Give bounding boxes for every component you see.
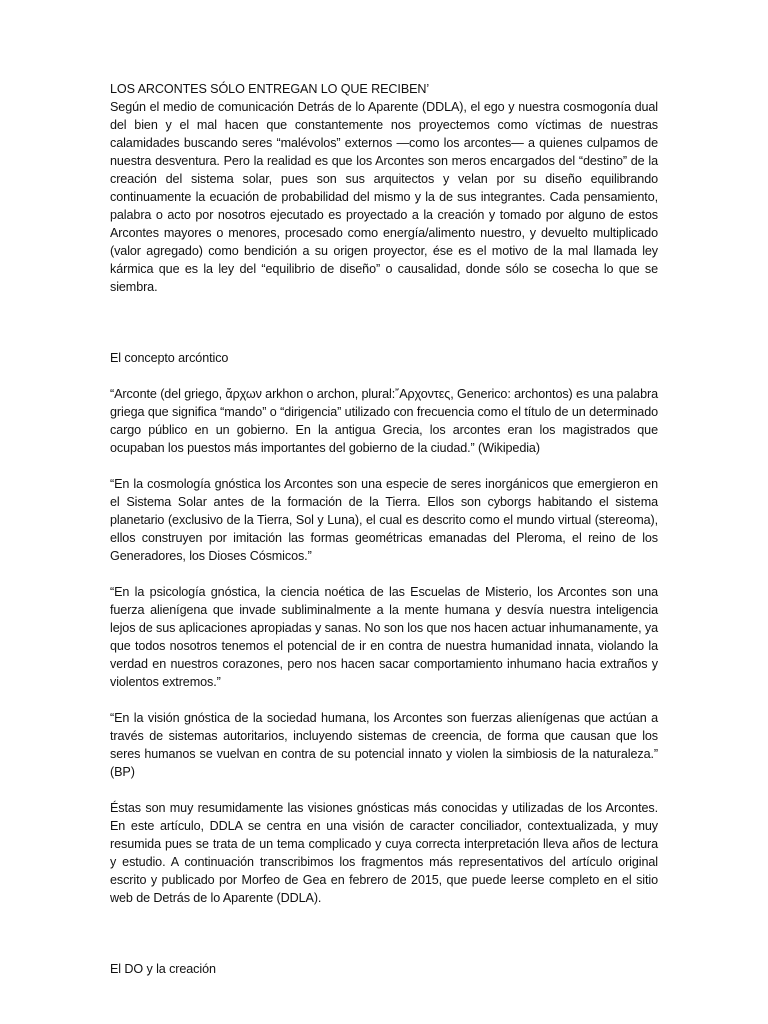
document-body — [110, 80, 658, 978]
quote-paragraph-wikipedia: “Arconte (del griego, ἄρχων arkhon o archon, plural:῎Αρχοντες, Generico: archontos) es una palabra griega que significa “mando” o “dirigencia” utilizado con frecuencia como el título de un determinado cargo público en un gobierno. En la antigua Grecia, los arcontes eran los magistrados que ocupaban los puestos más importantes del gobierno de la ciudad.” (Wikipedia) — [110, 387, 658, 455]
section-heading-do-creacion: El DO y la creación — [110, 962, 216, 976]
section-heading-concepto: El concepto arcóntico — [110, 351, 229, 365]
quote-paragraph-sociedad: “En la visión gnóstica de la sociedad humana, los Arcontes son fuerzas alienígenas que actúan a través de sistemas autoritarios, incluyendo sistemas de creencia, de forma que causan que los seres humanos se vuelvan en contra de su potencial innato y violen la simbiosis de la naturaleza.” (BP) — [110, 711, 658, 779]
summary-paragraph: Éstas son muy resumidamente las visiones gnósticas más conocidas y utilizadas de los Arcontes. En este artículo, DDLA se centra en una visión de caracter conciliador, contextualizada, y muy resumida pues se trata de un tema complicado y cuya correcta interpretación lleva años de lectura y estudio. A continuación transcribimos los fragmentos más representativos del artículo original escrito y publicado por Morfeo de Gea en febrero de 2015, que puede leerse completo en el sitio web de Detrás de lo Aparente (DDLA). — [110, 801, 658, 905]
document-title: LOS ARCONTES SÓLO ENTREGAN LO QUE RECIBEN’ — [110, 82, 430, 96]
quote-paragraph-psicologia: “En la psicología gnóstica, la ciencia noética de las Escuelas de Misterio, los Arcontes son una fuerza alienígena que invade subliminalmente a la mente humana y desvía nuestra inteligencia lejos de sus aplicaciones apropiadas y sanas. No son los que nos hacen actuar inhumanamente, ya que todos nosotros tenemos el potencial de ir en contra de nuestra humanidad innata, violando la verdad en nuestros corazones, pero nos hacen sacar comportamiento inhumano hacia extraños y violentos extremos.” — [110, 585, 658, 689]
quote-paragraph-cosmologia: “En la cosmología gnóstica los Arcontes son una especie de seres inorgánicos que emergieron en el Sistema Solar antes de la formación de la Tierra. Ellos son cyborgs habitando el sistema planetario (exclusivo de la Tierra, Sol y Luna), el cual es descrito como el mundo virtual (stereoma), ellos construyen por imitación las formas geométricas emanadas del Pleroma, el reino de los Generadores, los Dioses Cósmicos.” — [110, 477, 658, 563]
intro-paragraph: Según el medio de comunicación Detrás de lo Aparente (DDLA), el ego y nuestra cosmogonía dual del bien y el mal hacen que constantemente nos proyectemos como víctimas de nuestras calamidades buscando seres “malévolos” externos —como los arcontes— a quienes culpamos de nuestra desventura. Pero la realidad es que los Arcontes son meros encargados del “destino” de la creación del sistema solar, pues son sus arquitectos y velan por su diseño equilibrando continuamente la ecuación de probabilidad del mismo y la de sus integrantes. Cada pensamiento, palabra o acto por nosotros ejecutado es proyectado a la creación y tomado por alguno de estos Arcontes mayores o menores, procesado como energía/alimento nuestro, y devuelto multiplicado (valor agregado) como bendición a su origen proyector, ése es el motivo de la mal llamada ley kármica que es la ley del “equilibrio de diseño” o causalidad, donde sólo se cosecha lo que se siembra. — [110, 100, 658, 294]
